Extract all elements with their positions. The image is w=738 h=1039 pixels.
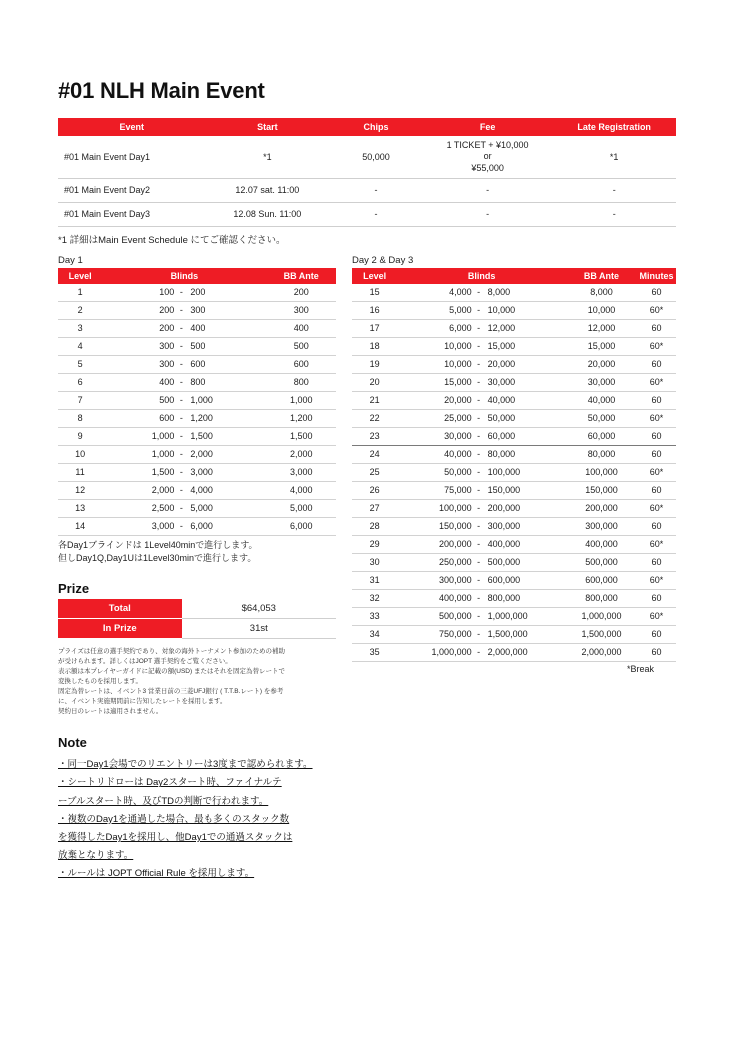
bbante-cell: 60,000: [566, 427, 637, 445]
level-cell: 34: [352, 625, 397, 643]
prize-value-total: $64,053: [182, 599, 336, 619]
table-row: [58, 136, 676, 178]
event-name: #01 Main Event Day1: [58, 136, 206, 178]
level-cell: 28: [352, 517, 397, 535]
day1-after-note: [58, 539, 336, 565]
level-cell: 25: [352, 463, 397, 481]
event-chips: -: [329, 178, 423, 202]
bbante-cell: 400: [266, 319, 336, 337]
blinds-cell: 50,000 - 100,000: [397, 463, 565, 481]
event-late-registration: *1: [552, 136, 676, 178]
bbante-cell: 800,000: [566, 589, 637, 607]
bbante-cell: 30,000: [566, 373, 637, 391]
level-cell: 6: [58, 373, 102, 391]
blinds-cell: 750,000 - 1,500,000: [397, 625, 565, 643]
table-row: [352, 427, 676, 445]
prize-section: [58, 581, 336, 717]
blinds-cell: 5,000 - 10,000: [397, 301, 565, 319]
level-cell: 23: [352, 427, 397, 445]
table-row: [58, 409, 336, 427]
level-cell: 1: [58, 284, 102, 302]
minutes-cell: 60: [637, 481, 676, 499]
day1-col-level: Level: [58, 268, 102, 284]
day23-col-blinds: Blinds: [397, 268, 565, 284]
prize-fineprint-line: に、イベント実施期間前に告知したレートを採用します。: [58, 698, 227, 706]
table-row: [352, 643, 676, 661]
day1-col-bbante: BB Ante: [266, 268, 336, 284]
level-cell: 19: [352, 355, 397, 373]
blinds-cell: 400 - 800: [102, 373, 266, 391]
list-item: [58, 772, 336, 790]
blinds-cell: 150,000 - 300,000: [397, 517, 565, 535]
table-row: [58, 481, 336, 499]
blinds-cell: 30,000 - 60,000: [397, 427, 565, 445]
blinds-cell: 200 - 300: [102, 301, 266, 319]
blinds-cell: 100 - 200: [102, 284, 266, 302]
minutes-cell: 60: [637, 445, 676, 463]
note-item-text: を獲得したDay1を採用し、他Day1での通過スタックは: [58, 832, 293, 844]
blinds-cell: 15,000 - 30,000: [397, 373, 565, 391]
table-row: [352, 589, 676, 607]
minutes-cell: 60: [637, 391, 676, 409]
level-cell: 21: [352, 391, 397, 409]
event-table: [58, 118, 676, 227]
bbante-cell: 150,000: [566, 481, 637, 499]
level-cell: 16: [352, 301, 397, 319]
prize-fineprint-line: プライズは任意の選手契約であり、対象の海外トーナメント参加のための補助: [58, 647, 285, 655]
level-cell: 5: [58, 355, 102, 373]
table-row: [352, 355, 676, 373]
bbante-cell: 10,000: [566, 301, 637, 319]
bbante-cell: 2,000: [266, 445, 336, 463]
prize-fineprint-line: 表示額は本プレイヤーガイドに記載の額(USD) またはそれを固定為替レートで: [58, 667, 285, 675]
table-row: [352, 571, 676, 589]
table-row: [352, 481, 676, 499]
table-row: [352, 535, 676, 553]
blinds-cell: 200,000 - 400,000: [397, 535, 565, 553]
bbante-cell: 1,000: [266, 391, 336, 409]
event-chips: 50,000: [329, 136, 423, 178]
minutes-cell: 60*: [637, 535, 676, 553]
table-row: [58, 337, 336, 355]
blinds-cell: 6,000 - 12,000: [397, 319, 565, 337]
day1-blinds-table: [58, 268, 336, 536]
bbante-cell: 50,000: [566, 409, 637, 427]
level-cell: 24: [352, 445, 397, 463]
blinds-cell: 1,000,000 - 2,000,000: [397, 643, 565, 661]
event-start: 12.07 sat. 11:00: [206, 178, 330, 202]
blinds-cell: 200 - 400: [102, 319, 266, 337]
day23-col-minutes: Minutes: [637, 268, 676, 284]
note-item-text: ・ルールは JOPT Official Rule を採用します。: [58, 868, 255, 880]
event-col-event: Event: [58, 118, 206, 136]
event-late-registration: -: [552, 202, 676, 226]
note-item-text: 放棄となります。: [58, 850, 134, 862]
bbante-cell: 800: [266, 373, 336, 391]
bbante-cell: 1,000,000: [566, 607, 637, 625]
table-row: [352, 284, 676, 302]
blinds-cell: 100,000 - 200,000: [397, 499, 565, 517]
break-note: *Break: [626, 663, 654, 674]
bbante-cell: 5,000: [266, 499, 336, 517]
level-cell: 27: [352, 499, 397, 517]
level-cell: 10: [58, 445, 102, 463]
day23-col-level: Level: [352, 268, 397, 284]
bbante-cell: 12,000: [566, 319, 637, 337]
level-cell: 35: [352, 643, 397, 661]
level-cell: 13: [58, 499, 102, 517]
level-cell: 29: [352, 535, 397, 553]
blinds-cell: 250,000 - 500,000: [397, 553, 565, 571]
blinds-cell: 300 - 600: [102, 355, 266, 373]
minutes-cell: 60: [637, 517, 676, 535]
table-row: [58, 319, 336, 337]
note-item-text: ・複数のDay1を通過した場合、最も多くのスタック数: [58, 813, 290, 825]
list-item: [58, 827, 336, 845]
event-name: #01 Main Event Day2: [58, 178, 206, 202]
level-cell: 8: [58, 409, 102, 427]
day23-column: [352, 255, 676, 882]
bbante-cell: 6,000: [266, 517, 336, 535]
table-row: [58, 373, 336, 391]
table-row: [58, 445, 336, 463]
blinds-cell: 400,000 - 800,000: [397, 589, 565, 607]
blinds-cell: 1,000 - 2,000: [102, 445, 266, 463]
event-table-header-row: [58, 118, 676, 136]
table-row: [58, 391, 336, 409]
day23-col-bbante: BB Ante: [566, 268, 637, 284]
table-row: [58, 284, 336, 302]
minutes-cell: 60: [637, 355, 676, 373]
blinds-cell: 2,000 - 4,000: [102, 481, 266, 499]
level-cell: 9: [58, 427, 102, 445]
table-row: [58, 427, 336, 445]
note-item-text: ーブルスタート時、及びTDの判断で行われます。: [58, 795, 269, 807]
blinds-cell: 3,000 - 6,000: [102, 517, 266, 535]
blinds-cell: 10,000 - 15,000: [397, 337, 565, 355]
table-row: [352, 319, 676, 337]
blinds-cell: 300,000 - 600,000: [397, 571, 565, 589]
event-col-start: Start: [206, 118, 330, 136]
minutes-cell: 60*: [637, 409, 676, 427]
minutes-cell: 60: [637, 625, 676, 643]
event-fee: -: [423, 202, 553, 226]
table-row: [58, 517, 336, 535]
bbante-cell: 80,000: [566, 445, 637, 463]
bbante-cell: 2,000,000: [566, 643, 637, 661]
blinds-cell: 4,000 - 8,000: [397, 284, 565, 302]
prize-table: [58, 599, 336, 639]
bbante-cell: 500,000: [566, 553, 637, 571]
blinds-cell: 40,000 - 80,000: [397, 445, 565, 463]
minutes-cell: 60: [637, 427, 676, 445]
table-row: [58, 202, 676, 226]
level-cell: 33: [352, 607, 397, 625]
table-row: [352, 301, 676, 319]
event-start: 12.08 Sun. 11:00: [206, 202, 330, 226]
level-cell: 12: [58, 481, 102, 499]
level-cell: 17: [352, 319, 397, 337]
blinds-cell: 500,000 - 1,000,000: [397, 607, 565, 625]
blinds-cell: 2,500 - 5,000: [102, 499, 266, 517]
note-item-text: ・シートリドローは Day2スタート時、ファイナルテ: [58, 777, 282, 789]
list-item: [58, 791, 336, 809]
note-list: [58, 754, 336, 881]
level-cell: 22: [352, 409, 397, 427]
blinds-cell: 600 - 1,200: [102, 409, 266, 427]
table-row: [58, 599, 336, 619]
level-cell: 15: [352, 284, 397, 302]
bbante-cell: 600,000: [566, 571, 637, 589]
prize-title: Prize: [58, 580, 90, 596]
bbante-cell: 40,000: [566, 391, 637, 409]
day1-label: Day 1: [58, 254, 83, 266]
day1-header-row: [58, 268, 336, 284]
prize-label-inprize: In Prize: [58, 618, 182, 638]
note-title: Note: [58, 735, 87, 751]
level-cell: 3: [58, 319, 102, 337]
bbante-cell: 4,000: [266, 481, 336, 499]
event-fee: -: [423, 178, 553, 202]
table-row: [352, 553, 676, 571]
prize-fineprint-line: 変換したものを採用します。: [58, 678, 142, 686]
table-row: [352, 517, 676, 535]
bbante-cell: 1,500,000: [566, 625, 637, 643]
prize-fineprint-line: が受けられます。詳しくはJOPT 選手契約をご覧ください。: [58, 657, 232, 665]
bbante-cell: 100,000: [566, 463, 637, 481]
blinds-cell: 1,500 - 3,000: [102, 463, 266, 481]
level-cell: 4: [58, 337, 102, 355]
minutes-cell: 60: [637, 553, 676, 571]
prize-fineprint-line: 固定為替レートは、イベント3 営業日前の三菱UFJ銀行 ( T.T.B.レート) を参考: [58, 688, 284, 696]
table-row: [352, 373, 676, 391]
level-cell: 32: [352, 589, 397, 607]
minutes-cell: 60*: [637, 499, 676, 517]
bbante-cell: 15,000: [566, 337, 637, 355]
table-row: [352, 445, 676, 463]
table-row: [352, 463, 676, 481]
event-late-registration: -: [552, 178, 676, 202]
bbante-cell: 1,500: [266, 427, 336, 445]
bbante-cell: 3,000: [266, 463, 336, 481]
minutes-cell: 60: [637, 589, 676, 607]
bbante-cell: 500: [266, 337, 336, 355]
table-row: [58, 499, 336, 517]
table-row: [58, 355, 336, 373]
blinds-section: [58, 255, 678, 882]
blinds-cell: 1,000 - 1,500: [102, 427, 266, 445]
table-row: [352, 607, 676, 625]
bbante-cell: 200: [266, 284, 336, 302]
minutes-cell: 60: [637, 319, 676, 337]
list-item: [58, 845, 336, 863]
level-cell: 26: [352, 481, 397, 499]
event-fee-line: ¥55,000: [471, 162, 504, 173]
level-cell: 31: [352, 571, 397, 589]
minutes-cell: 60*: [637, 301, 676, 319]
blinds-cell: 75,000 - 150,000: [397, 481, 565, 499]
list-item: [58, 809, 336, 827]
bbante-cell: 400,000: [566, 535, 637, 553]
list-item: [58, 754, 336, 772]
bbante-cell: 600: [266, 355, 336, 373]
event-col-chips: Chips: [329, 118, 423, 136]
day1-after-note-line1: 各Day1ブラインドは 1Level40minで進行します。: [58, 539, 258, 550]
event-fee-line: or: [483, 151, 492, 162]
level-cell: 18: [352, 337, 397, 355]
bbante-cell: 20,000: [566, 355, 637, 373]
table-row: [58, 618, 336, 638]
minutes-cell: 60*: [637, 373, 676, 391]
bbante-cell: 200,000: [566, 499, 637, 517]
day1-col-blinds: Blinds: [102, 268, 266, 284]
minutes-cell: 60: [637, 643, 676, 661]
level-cell: 2: [58, 301, 102, 319]
event-start: *1: [206, 136, 330, 178]
bbante-cell: 1,200: [266, 409, 336, 427]
blinds-cell: 300 - 500: [102, 337, 266, 355]
table-row: [352, 499, 676, 517]
minutes-cell: 60*: [637, 571, 676, 589]
day1-after-note-line2: 但しDay1Q,Day1Uは1Level30minで進行します。: [58, 552, 257, 563]
event-fee-line: 1 TICKET + ¥10,000: [446, 140, 529, 150]
level-cell: 11: [58, 463, 102, 481]
day23-label: Day 2 & Day 3: [352, 254, 414, 266]
blinds-cell: 500 - 1,000: [102, 391, 266, 409]
minutes-cell: 60: [637, 284, 676, 302]
minutes-cell: 60*: [637, 463, 676, 481]
event-col-fee: Fee: [423, 118, 553, 136]
day1-column: [58, 255, 336, 882]
prize-fineprint-line: 契約日のレートは適用されません。: [58, 708, 163, 716]
bbante-cell: 300: [266, 301, 336, 319]
event-name: #01 Main Event Day3: [58, 202, 206, 226]
table-row: [58, 178, 676, 202]
table-row: [352, 391, 676, 409]
note-item-text: ・同一Day1会場でのリエントリーは3度まで認められます。: [58, 759, 313, 771]
table-row: [58, 463, 336, 481]
event-table-footnote: *1 詳細はMain Event Schedule にてご確認ください。: [58, 234, 286, 246]
day23-header-row: [352, 268, 676, 284]
minutes-cell: 60*: [637, 337, 676, 355]
list-item: [58, 863, 336, 881]
event-col-late: Late Registration: [552, 118, 676, 136]
page-title: #01 NLH Main Event: [58, 78, 265, 103]
event-fee: [423, 136, 553, 178]
day23-blinds-table: [352, 268, 676, 662]
prize-label-total: Total: [58, 599, 182, 619]
level-cell: 7: [58, 391, 102, 409]
minutes-cell: 60*: [637, 607, 676, 625]
prize-value-inprize: 31st: [182, 618, 336, 638]
table-row: [352, 625, 676, 643]
sheet: [58, 78, 678, 882]
blinds-cell: 10,000 - 20,000: [397, 355, 565, 373]
bbante-cell: 300,000: [566, 517, 637, 535]
prize-fineprint: [58, 647, 388, 717]
level-cell: 14: [58, 517, 102, 535]
table-row: [352, 409, 676, 427]
table-row: [352, 337, 676, 355]
blinds-cell: 20,000 - 40,000: [397, 391, 565, 409]
level-cell: 20: [352, 373, 397, 391]
level-cell: 30: [352, 553, 397, 571]
table-row: [58, 301, 336, 319]
blinds-cell: 25,000 - 50,000: [397, 409, 565, 427]
event-chips: -: [329, 202, 423, 226]
bbante-cell: 8,000: [566, 284, 637, 302]
